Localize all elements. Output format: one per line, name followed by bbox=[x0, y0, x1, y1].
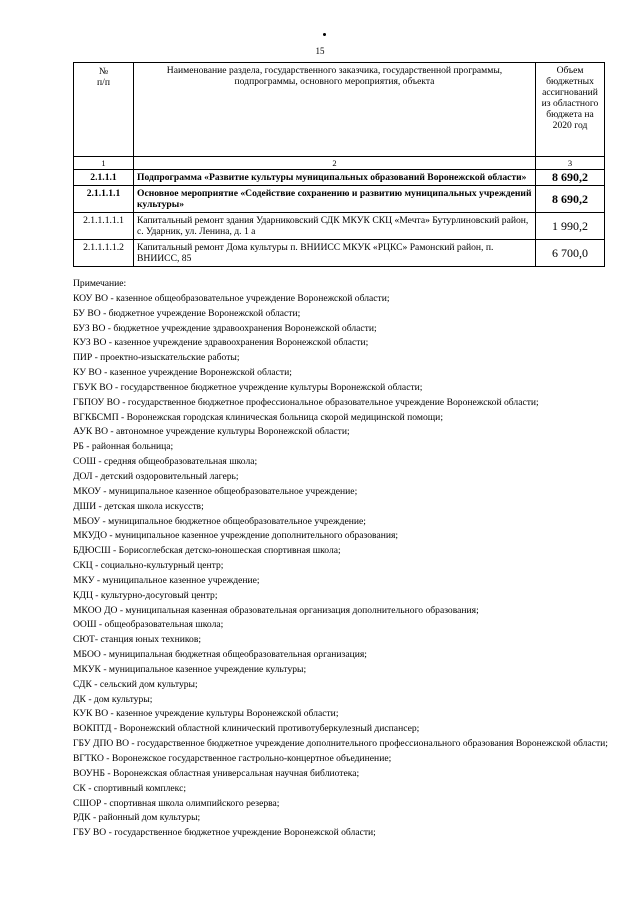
table-row bbox=[74, 213, 605, 240]
table-header-row bbox=[74, 63, 605, 157]
note-item: ВГКБСМП - Воронежская городская клиническая больница скорой медицинской помощи; bbox=[73, 411, 443, 423]
row-amount: 1 990,2 bbox=[536, 213, 605, 240]
table-index-row bbox=[74, 157, 605, 170]
row-num: 2.1.1.1.1.1 bbox=[74, 213, 134, 240]
page-number: 15 bbox=[315, 46, 325, 56]
note-item: СКЦ - социально-культурный центр; bbox=[73, 560, 224, 572]
note-item: ДОЛ - детский оздоровительный лагерь; bbox=[73, 470, 239, 482]
note-item: КУЗ ВО - казенное учреждение здравоохранения Воронежской области; bbox=[73, 337, 369, 349]
note-item: ПИР - проектно-изыскательские работы; bbox=[73, 352, 240, 364]
row-num: 2.1.1.1.1.2 bbox=[74, 240, 134, 267]
note-item: ДК - дом культуры; bbox=[73, 693, 153, 705]
header-name: Наименование раздела, государственного заказчика, государственной программы, подпрограммы, основного мероприятия, объекта bbox=[134, 63, 536, 157]
note-item: МКУ - муниципальное казенное учреждение; bbox=[73, 574, 260, 586]
budget-table bbox=[73, 62, 605, 267]
note-item: РБ - районная больница; bbox=[73, 441, 174, 453]
note-item: МБОО - муниципальная бюджетная общеобразовательная организация; bbox=[73, 649, 367, 661]
note-item: ГБПОУ ВО - государственное бюджетное профессиональное образовательное учреждение Воронежской области; bbox=[73, 396, 539, 408]
note-item: КОУ ВО - казенное общеобразовательное учреждение Воронежской области; bbox=[73, 292, 390, 304]
table-row bbox=[74, 186, 605, 213]
note-item: КУ ВО - казенное учреждение Воронежской области; bbox=[73, 367, 292, 379]
note-item: ГБУ ВО - государственное бюджетное учреждение Воронежской области; bbox=[73, 827, 376, 839]
table-row bbox=[74, 170, 605, 186]
note-item: СОШ - средняя общеобразовательная школа; bbox=[73, 456, 258, 468]
notes-section bbox=[73, 277, 618, 841]
header-num: № п/п bbox=[74, 63, 134, 157]
note-item: МКОУ - муниципальное казенное общеобразовательное учреждение; bbox=[73, 485, 358, 497]
note-item: БУ ВО - бюджетное учреждение Воронежской области; bbox=[73, 307, 301, 319]
notes-title: Примечание: bbox=[73, 278, 127, 289]
note-item: БДЮСШ - Борисоглебская детско-юношеская спортивная школа; bbox=[73, 545, 341, 557]
notes-list bbox=[73, 292, 618, 841]
table-row bbox=[74, 240, 605, 267]
note-item: ДШИ - детская школа искусств; bbox=[73, 500, 204, 512]
note-item: ВОКПТД - Воронежский областной клинический противотуберкулезный диспансер; bbox=[73, 723, 420, 735]
note-item: СК - спортивный комплекс; bbox=[73, 782, 187, 794]
note-item: МКОО ДО - муниципальная казенная образовательная организация дополнительного образования; bbox=[73, 604, 479, 616]
note-item: АУК ВО - автономное учреждение культуры Воронежской области; bbox=[73, 426, 350, 438]
note-item: МБОУ - муниципальное бюджетное общеобразовательное учреждение; bbox=[73, 515, 366, 527]
row-name: Капитальный ремонт Дома культуры п. ВНИИСС МКУК «РЦКС» Рамонский район, п. ВНИИСС, 85 bbox=[134, 240, 536, 267]
index-cell: 3 bbox=[536, 157, 605, 170]
note-item: СЮТ- станция юных техников; bbox=[73, 634, 202, 646]
index-cell: 2 bbox=[134, 157, 536, 170]
header-amount: Объем бюджетных ассигнований из областного бюджета на 2020 год bbox=[536, 63, 605, 157]
note-item: РДК - районный дом культуры; bbox=[73, 812, 201, 824]
note-item: КДЦ - культурно-досуговый центр; bbox=[73, 589, 218, 601]
index-cell: 1 bbox=[74, 157, 134, 170]
page-dot-mark bbox=[323, 33, 326, 36]
note-item: КУК ВО - казенное учреждение культуры Воронежской области; bbox=[73, 708, 339, 720]
note-item: ООШ - общеобразовательная школа; bbox=[73, 619, 224, 631]
row-num: 2.1.1.1 bbox=[74, 170, 134, 186]
row-amount: 8 690,2 bbox=[536, 170, 605, 186]
note-item: ВГТКО - Воронежское государственное гастрольно-концертное объединение; bbox=[73, 753, 392, 764]
row-name: Капитальный ремонт здания Ударниковский СДК МКУК СКЦ «Мечта» Бутурлиновский район, с. Ударник, ул. Ленина, д. 1 а bbox=[134, 213, 536, 240]
note-item: ВОУНБ - Воронежская областная универсальная научная библиотека; bbox=[73, 767, 360, 779]
note-item: МКУК - муниципальное казенное учреждение культуры; bbox=[73, 663, 307, 675]
note-item: СДК - сельский дом культуры; bbox=[73, 678, 198, 690]
note-item: МКУДО - муниципальное казенное учреждение дополнительного образования; bbox=[73, 530, 399, 542]
row-name: Основное мероприятие «Содействие сохранению и развитию муниципальных учреждений культуры» bbox=[134, 186, 536, 213]
row-name: Подпрограмма «Развитие культуры муниципальных образований Воронежской области» bbox=[134, 170, 536, 186]
note-item: ГБУК ВО - государственное бюджетное учреждение культуры Воронежской области; bbox=[73, 381, 423, 393]
note-item: БУЗ ВО - бюджетное учреждение здравоохранения Воронежской области; bbox=[73, 322, 377, 334]
note-item: ГБУ ДПО ВО - государственное бюджетное учреждение дополнительного профессионального образования Воронежской области; bbox=[73, 738, 608, 750]
row-amount: 8 690,2 bbox=[536, 186, 605, 213]
note-item: СШОР - спортивная школа олимпийского резерва; bbox=[73, 797, 280, 809]
row-amount: 6 700,0 bbox=[536, 240, 605, 267]
row-num: 2.1.1.1.1 bbox=[74, 186, 134, 213]
